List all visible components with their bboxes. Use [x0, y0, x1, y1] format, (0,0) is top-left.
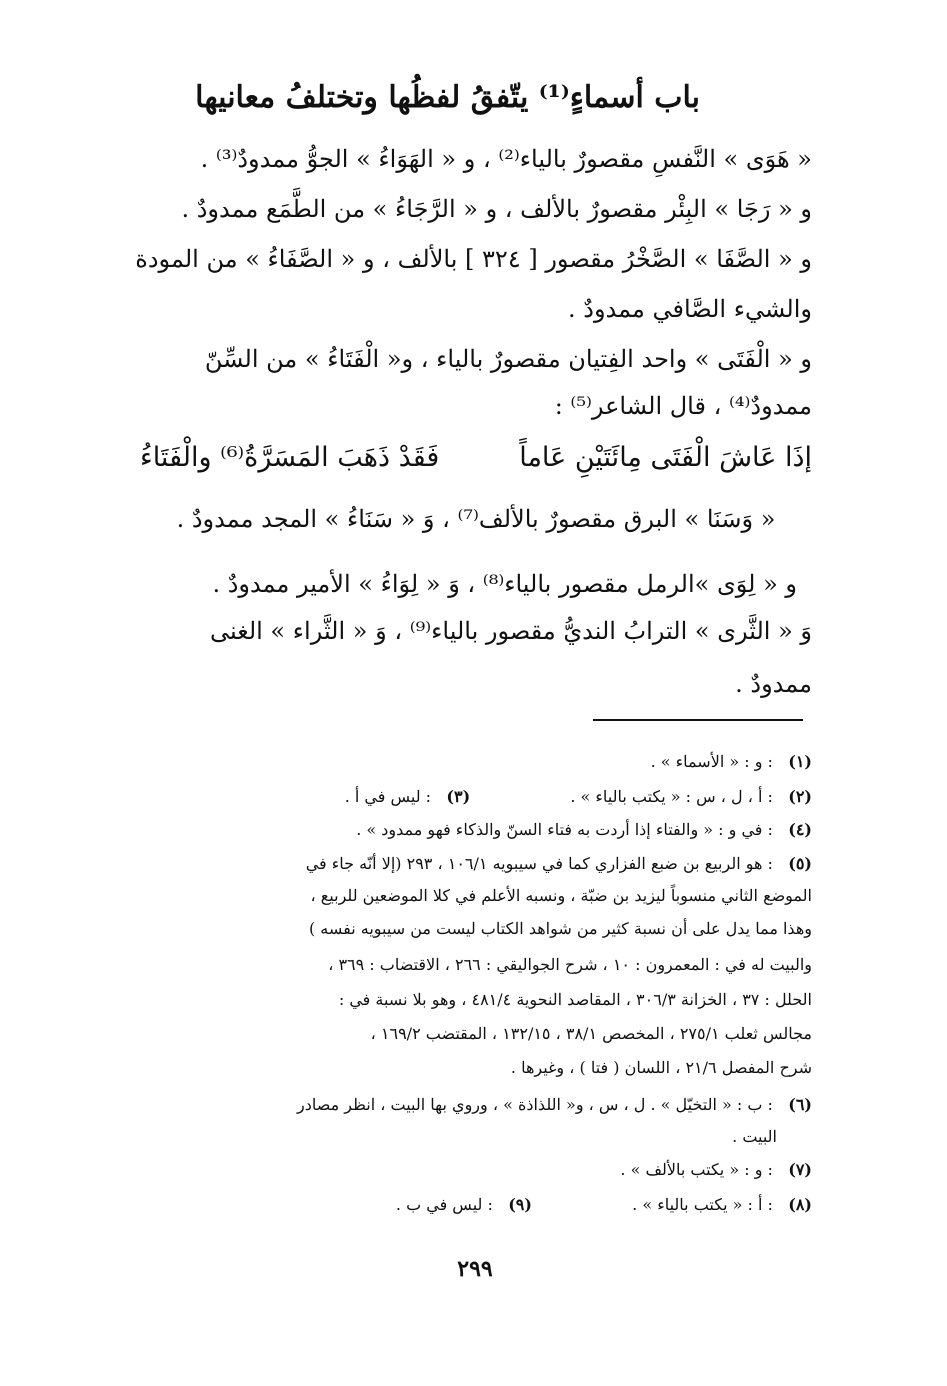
- footnote-number: (٤): [788, 820, 812, 839]
- text-line-8: و « لِوَى »الرمل مقصور بالياء⁽⁸⁾ ، وَ « لِوَاءُ » الأمير ممدودٌ .: [212, 570, 797, 598]
- footnote-text: : أ ، ل ، س : « يكتب بالياء » .: [570, 787, 773, 806]
- text-line-6: ممدودٌ⁽⁴⁾ ، قال الشاعر⁽⁵⁾ :: [554, 392, 812, 420]
- footnote-6-line-2: البيت .: [732, 1127, 777, 1146]
- text-line-10: ممدودٌ .: [735, 670, 812, 698]
- footnote-5-line-7: شرح المفصل ٢١/٦ ، اللسان ( فتا ) ، وغيرها .: [510, 1058, 812, 1077]
- footnote-6: [140, 1095, 812, 1115]
- footnote-text: : هو الربيع بن ضبع الفزاري كما في سيبويه ١٠٦/١ ، ٢٩٣ (إلا أنّه جاء في: [305, 854, 773, 873]
- verse-first-hemistich: إذَا عَاشَ الْفَتَى مِائَتَيْنِ عَاماً: [519, 442, 812, 473]
- footnote-4: [140, 820, 812, 840]
- footnote-8-9: [140, 1195, 812, 1215]
- footnote-number: (٥): [788, 854, 812, 873]
- footnote-5-line-3: وهذا مما يدل على أن نسبة كثير من شواهد الكتاب ليست من سيبويه نفسه ): [308, 919, 812, 938]
- text-line-9: وَ « الثَّرى » الترابُ النديُّ مقصور بالياء⁽⁹⁾ ، وَ « الثَّراء » الغنى: [210, 617, 812, 645]
- footnote-text: : ليس في ب .: [395, 1195, 493, 1214]
- text-line-7: « وَسَنَا » البرق مقصورٌ بالألف⁽⁷⁾ ، وَ « سَنَاءُ » المجد ممدودٌ .: [176, 505, 776, 533]
- text-line-1: « هَوَى » النَّفسِ مقصورٌ بالياء⁽²⁾ ، و « الهَوَاءُ » الجوُّ ممدودٌ⁽³⁾ .: [200, 145, 812, 173]
- footnote-5-line-2: الموضع الثاني منسوباً ليزيد بن ضبّة ، ونسبه الأعلم في كلا الموضعين للربيع ،: [310, 886, 812, 905]
- footnote-7: [140, 1160, 812, 1180]
- verse-second-hemistich: فَقَدْ ذَهَبَ المَسَرَّةُ⁽⁶⁾ والْفَتَاءُ: [140, 442, 440, 473]
- footnote-text: : ب : « التخيّل » . ل ، س ، و« اللذاذة » ، وروي بها البيت ، انظر مصادر: [297, 1095, 773, 1114]
- footnote-number: (٦): [788, 1095, 812, 1114]
- chapter-title: باب أسماءٍ⁽¹⁾ يتّفقُ لفظُها وتختلفُ معانيها: [195, 80, 700, 115]
- footnote-text: : في و : « والفتاء إذا أردت به فتاء السنّ والذكاء فهو ممدود » .: [356, 820, 773, 839]
- poetry-verse: [140, 442, 812, 474]
- text-line-3: و « الصَّفَا » الصَّخْرُ مقصور [ ٣٢٤ ] بالألف ، و « الصَّفَاءُ » من المودة: [135, 245, 812, 273]
- footnote-1: [140, 752, 812, 772]
- footnote-number: (٨): [788, 1195, 812, 1214]
- footnote-5-line-5: الحلل : ٣٧ ، الخزانة ٣٠٦/٣ ، المقاصد النحوية ٤٨١/٤ ، وهو بلا نسبة في :: [338, 990, 812, 1009]
- footnote-5-line-4: والبيت له في : المعمرون : ١٠ ، شرح الجواليقي : ٢٦٦ ، الاقتضاب : ٣٦٩ ،: [328, 955, 812, 974]
- text-line-5: و « الْفَتَى » واحد الفِتيان مقصورٌ بالياء ، و« الْفَتَاءُ » من السِّنّ: [204, 345, 812, 373]
- footnote-2-3: [140, 787, 812, 807]
- text-line-4: والشيء الصَّافي ممدودٌ .: [568, 295, 812, 323]
- footnote-5-line-6: مجالس ثعلب ٢٧٥/١ ، المخصص ٣٨/١ ، ١٣٢/١٥ ، المقتضب ١٦٩/٢ ،: [370, 1024, 812, 1043]
- footnote-text: : و : « يكتب بالألف » .: [620, 1160, 773, 1179]
- footnote-text: : ليس في أ .: [344, 787, 432, 806]
- footnote-number: (٢): [788, 787, 812, 806]
- footnote-number: (١): [788, 752, 812, 771]
- page-number: ٢٩٩: [457, 1256, 493, 1282]
- footnote-divider: [593, 719, 803, 721]
- footnote-5: [140, 854, 812, 874]
- footnote-number: (٣): [446, 787, 471, 806]
- footnote-text: : و : « الأسماء » .: [650, 752, 773, 771]
- footnote-number: (٧): [788, 1160, 812, 1179]
- footnote-text: : أ : « يكتب بالياء » .: [632, 1195, 773, 1214]
- footnote-number: (٩): [508, 1195, 532, 1214]
- text-line-2: و « رَجَا » البِئْر مقصورٌ بالألف ، و « الرَّجَاءُ » من الطَّمَع ممدودٌ .: [181, 195, 812, 223]
